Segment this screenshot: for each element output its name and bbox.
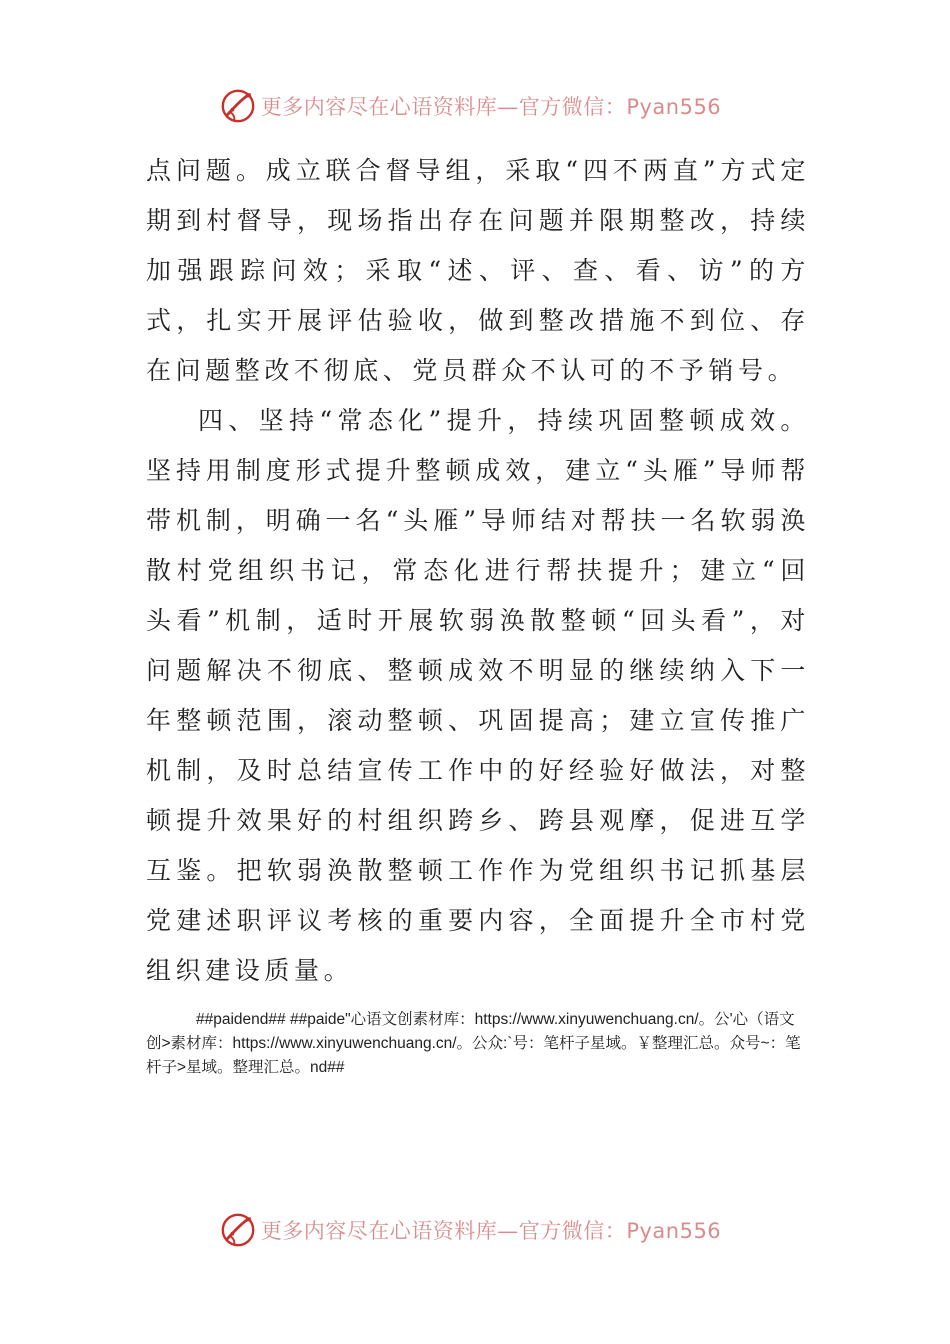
banner-text <box>261 91 721 121</box>
banner-label: 更多内容尽在心语资料库—官方微信： <box>260 95 627 119</box>
footer-banner <box>0 1208 950 1252</box>
banner-wechat-id: Pyan556 <box>626 95 722 119</box>
pen-logo-icon <box>219 87 257 125</box>
banner-content <box>219 1211 721 1249</box>
paragraph-continuation: 点问题。成立联合督导组，采取“四不两直”方式定期到村督导，现场指出存在问题并限期整改，持续加强跟踪问效；采取“述、评、查、看、访”的方式，扎实开展评估验收，做到整改措施不到位、存在问题整改不彻底、党员群众不认可的不予销号。 <box>146 156 810 385</box>
footer-note: ##paidend## ##paide"心语文创素材库：https://www.xinyuwenchuang.cn/。公'心（语文创>素材库：https://www.xinyuwenchuang.cn/。公众:`号：笔杆子星域。￥整理汇总。众号~：笔杆子>星域。整理汇总。nd## <box>146 1011 801 1076</box>
document-body <box>146 146 810 1080</box>
banner-wechat-id: Pyan556 <box>626 1219 722 1243</box>
banner-text <box>261 1215 721 1245</box>
paragraph-section-four: 四、坚持“常态化”提升，持续巩固整顿成效。坚持用制度形式提升整顿成效，建立“头雁”导师帮带机制，明确一名“头雁”导师结对帮扶一名软弱涣散村党组织书记，常态化进行帮扶提升；建立“回头看”机制，适时开展软弱涣散整顿“回头看”，对问题解决不彻底、整顿成效不明显的继续纳入下一年整顿范围，滚动整顿、巩固提高；建立宣传推广机制，及时总结宣传工作中的好经验好做法，对整顿提升效果好的村组织跨乡、跨县观摩，促进互学互鉴。把软弱涣散整顿工作作为党组织书记抓基层党建述职评议考核的重要内容，全面提升全市村党组织建设质量。 <box>146 406 810 985</box>
banner-label: 更多内容尽在心语资料库—官方微信： <box>260 1219 627 1243</box>
pen-logo-icon <box>219 1211 257 1249</box>
header-banner <box>0 84 950 128</box>
banner-content <box>219 87 721 125</box>
